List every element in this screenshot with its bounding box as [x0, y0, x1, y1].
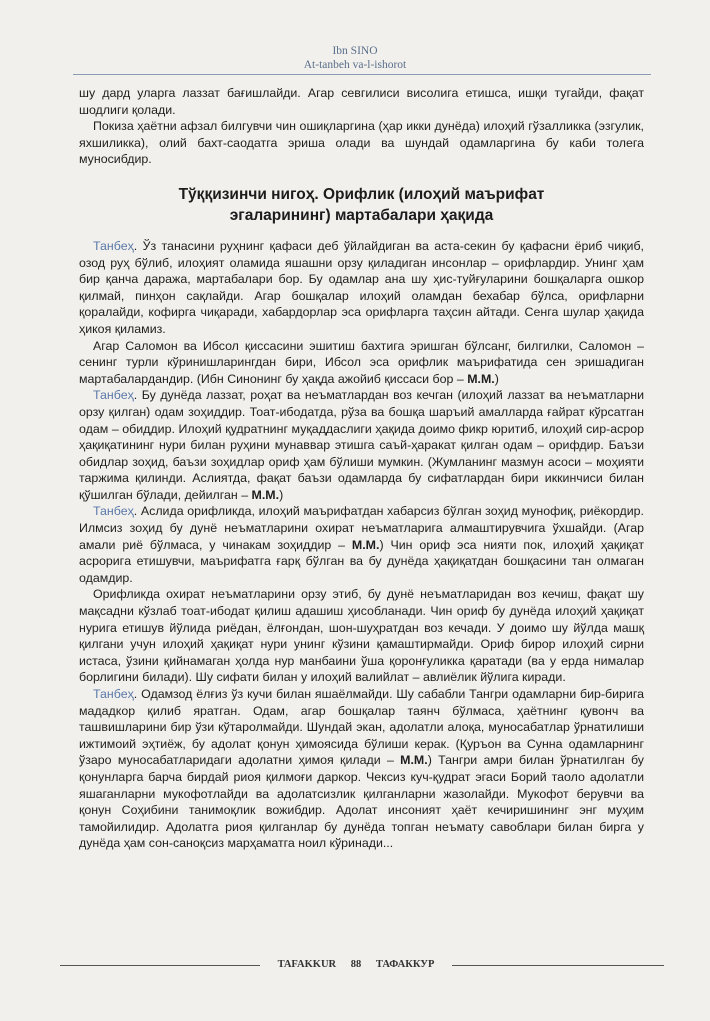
paragraph-3-end: ) [279, 487, 284, 502]
paragraph-5: Орифликда охират неъматларини орзу этиб, бу дунё неъматларидан воз кечиш, фақат шу мақсадни кўзлаб тоат-ибодат қилиш адашиш ҳисобланади. Чин ориф бу дунёда илоҳий ҳақиқат нурига етишув йўлида риёдан, ёлғондан, шон-шуҳратдан воз кечади. У доимо шу йўлда машқ қилгани учун илоҳий ҳақиқат нури унинг кўзини қамаштирмайди. Ориф бирор илоҳий сирни истаса, ўзини қийнамаган ҳолда нур манбаини ўша қоронғуликка қаратади (ва у ерда нималар борлигини билади). Шу сифати билан у илоҳий валийлат – авлиёлик йўлига киради. [79, 587, 644, 685]
paragraph-2-text: Агар Саломон ва Ибсол қиссасини эшитиш бахтига эришган бўлсанг, билгилки, Саломон – сенинг турли кўринишларингдан бири, Ибсол эса орифлик маърифатида сен эришадиган мартабалардандир. (Ибн Синонинг бу ҳақда ажойиб қиссаси бор – [79, 338, 644, 386]
section-heading [79, 184, 644, 226]
tanbeh-label: Танбеҳ [93, 238, 134, 253]
paragraph-4 [79, 503, 644, 586]
footer-left-word: TAFAKKUR [277, 959, 337, 970]
footer-text [260, 958, 452, 972]
paragraph-3-text: . Бу дунёда лаззат, роҳат ва неъматлардан воз кечган (илоҳий лаззат ва неъматларни орзу қилган) одам зоҳиддир. Тоат-ибодатда, рўза ва бошқа шаръий амалларда ғайрат кўрсатган одам – обиддир. Илоҳий қудратнинг муқаддаслиги ҳақида доимо фикр юритиб, илоҳий сир-асрор ҳақиқатининг нури билан руҳини мунаввар этишга саъй-ҳаракат қилган одам – орифдир. Баъзи обидлар зоҳид, баъзи зоҳидлар ориф ҳам бўлиши мумкин. (Жумланинг мазмун асоси – моҳияти таржима қилинди. Аслиятда, фақат баъзи одамларда бу сифатлардан бири иккинчиси билан қўшилган бўлади, дейилган – [79, 388, 644, 502]
paragraph-3 [79, 387, 644, 503]
intro-paragraph-1: шу дард уларга лаззат бағишлайди. Агар севгилиси висолига етишса, ишқи тугайди, фақат шодлиги қолади. [79, 86, 644, 117]
paragraph-1 [79, 238, 644, 338]
paragraph-4-text: . Аслида орифликда, илоҳий маърифатдан хабарсиз бўлган зоҳид мунофиқ, риёкордир. Илмсиз зоҳид бу дунё неъматларини охират неъматларига алмаштирувчига ўхшайди. (Агар амали риё бўлмаса, у чинакам зоҳиддир – [79, 504, 644, 552]
paragraph-6-mid: ) Тангри амри билан ўрнатилган бу қонунларга барча бирдай риоя қилмоғи даркор. Чексиз куч-қудрат эгаси Борий таоло адолатли яшаганларни мукофотлайди ва адолатсизлик қилганларни жазолайди. Мукофот берувчи ва қонун Соҳибини танимоқлик вожибдир. Адолат инсоният ҳаёт кечиришининг энг муҳим тамойилидир. Адолатга риоя қилганлар бу дунёда топган неъмату савоблари билан бирга у дунёда ҳам сон-саноқсиз марҳаматга ноил кўринади... [79, 753, 644, 851]
footer-right-word: ТАФАККУР [375, 959, 435, 970]
footer-rule-right [452, 965, 664, 966]
section-heading-line-1: Тўққизинчи нигоҳ. Орифлик (илоҳий маърифат [178, 185, 545, 203]
section-heading-line-2: эгаларининг) мартабалари ҳақида [229, 206, 494, 224]
book-title: At-tanbeh va-l-ishorot [303, 59, 407, 71]
mm-label: М.М. [251, 487, 280, 502]
mm-label: М.М. [400, 753, 428, 768]
intro-paragraph-2: Покиза ҳаётни афзал билгувчи чин ошиқларгина (ҳар икки дунёда) илоҳий гўзалликка (эзгулик, яхшиликка), олий бахт-саодатга эриша олади ва шундай одамларгина бу каби толега муносибдир. [79, 119, 644, 167]
header-rule [73, 74, 651, 75]
book-author: Ibn SINO [332, 45, 378, 57]
running-head [0, 44, 710, 72]
tanbeh-label: Танбеҳ [93, 687, 134, 701]
paragraph-6 [79, 686, 644, 852]
tanbeh-label: Танбеҳ [93, 388, 134, 403]
page-footer [0, 958, 710, 972]
paragraph-4-mid: ) Чин ориф эса нияти пок, илоҳий ҳақиқат асроригa етишувчи, маърифатга ғарқ бўлган ва бу дунёда ҳақиқатдан бошқасини тан олмаган одамдир. [79, 537, 644, 585]
tanbeh-label: Танбеҳ [93, 504, 134, 519]
footer-rule-left [60, 965, 260, 966]
article-body [79, 85, 644, 852]
mm-label: М.М. [467, 371, 495, 386]
paragraph-6-text: . Одамзод ёлғиз ўз кучи билан яшаёлмайди. Шу сабабли Тангри одамларни бир-бирига мададкор қилиб яратган. Одам, агар бошқалар таянч бўлмаса, ҳаётнинг қувонч ва ташвишларини бир ўзи кўтаролмайди. Шундай экан, адолатли алоқа, муносабатлар ўрнатилиши ижтимоий эҳтиёж, бу адолат қонун ҳимоясида бўлиши керак. (Қуръон ва Сунна одамларнинг ўзаро муносабатларидаги адолатни ҳимоя қилади – [79, 687, 644, 768]
paragraph-2-end: ) [494, 371, 499, 386]
paragraph-2 [79, 338, 644, 388]
mm-label: М.М. [351, 537, 380, 552]
paragraph-1-text: . Ўз танасини руҳнинг қафаси деб ўйлайдиган ва аста-секин бу қафасни ёриб чиқиб, озод руҳ бўлиб, илоҳият оламида яшашни орзу қиладиган инсонлар – орифлардир. Унинг ҳам бир қанча даража, мартабалари бор. Бу одамлар ана шу ҳис-туйғуларини бошқаларга ошкор қилмай, пинҳон сақлайди. Агар бошқалар илоҳий оламдан бехабар бўлса, орифларни қоралайди, кофирга чиқаради, хабардорлар эса орифларга таҳсин айтади. Сенга шулар ҳақида ҳикоя қиламиз. [79, 238, 644, 336]
page-number: 88 [350, 959, 362, 970]
